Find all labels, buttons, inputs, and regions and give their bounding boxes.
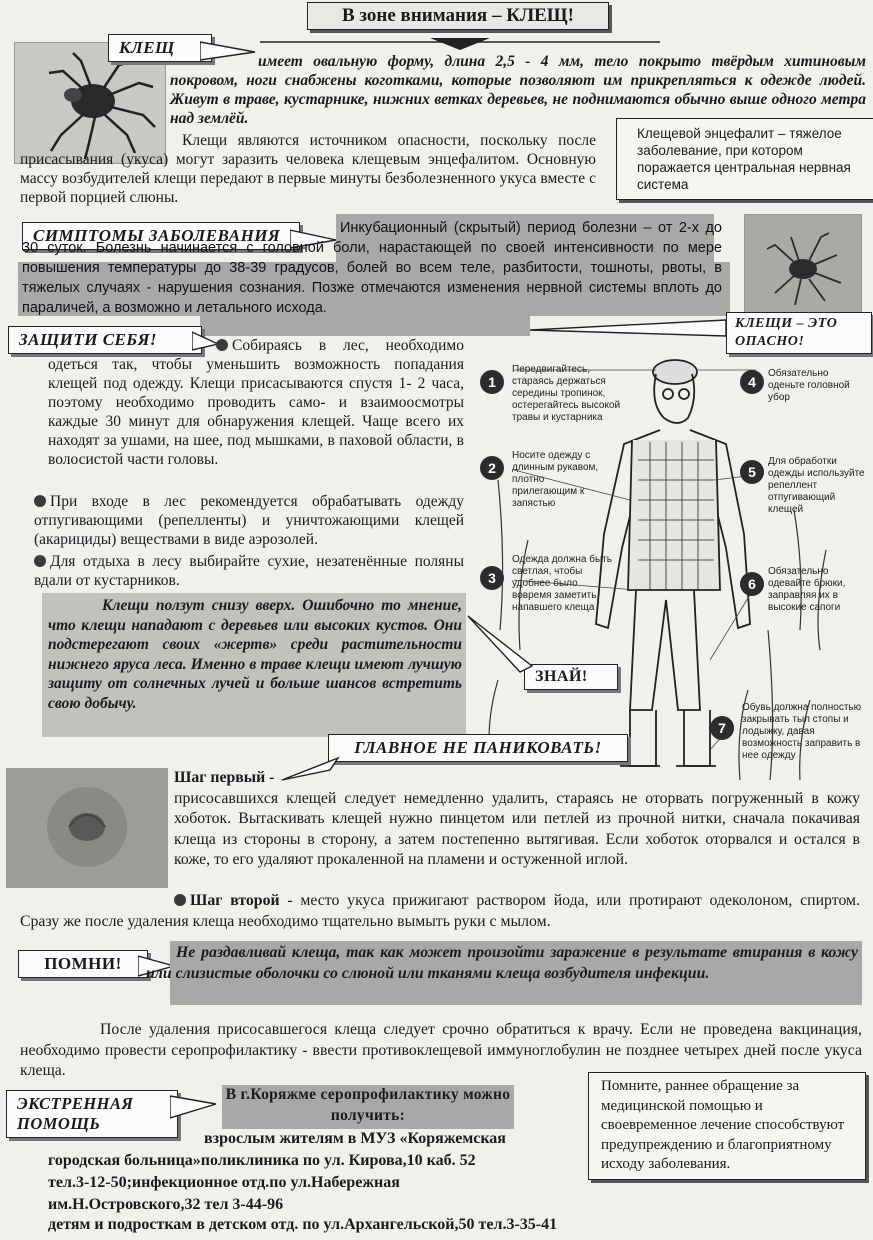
skin-tick-photo	[6, 768, 168, 888]
panic-callout: ГЛАВНОЕ НЕ ПАНИКОВАТЬ!	[328, 734, 628, 762]
tick-description: имеет овальную форму, длина 2,5 - 4 мм, тело покрыто твёрдым хитиновым покровом, ноги снабжены коготками, которые позволяют им прикрепляться к одежде людей. Живут в траве, кустарнике, нижних ветках деревьев, не поднимаются обычно выше одного метра над землёй.	[170, 53, 866, 127]
know-callout: ЗНАЙ!	[524, 664, 618, 690]
emergency-callout: ЭКСТРЕННАЯ ПОМОЩЬ	[6, 1090, 178, 1138]
step-1-text: присосавшихся клещей следует немедленно удалить, стараясь не оторвать погруженный в кожу хоботок. Вытаскивать клещей нужно пинцетом или петлей из прочной нитки, сначала покачивая клеща из стороны в сторону, а затем постепенно вытягивая. Если хоботок оторвался и остался в коже, то его удаляют прокаленной на пламени и остуженной иглой.	[174, 789, 860, 868]
step-2-text: - место укуса прижигают раствором йода, или протирают одеколоном, спиртом. Сразу же после удаления клеща необходимо тщательно вымыть руки с мылом.	[20, 892, 860, 930]
emergency-heading: В г.Коряжме серопрофилактику можно получить:	[225, 1086, 511, 1124]
contact-adults-1: взрослым жителям в МУЗ «Коряжемская	[204, 1130, 506, 1147]
tip-number-6: 6	[740, 572, 764, 596]
tip-number-3: 3	[480, 566, 504, 590]
page-title-banner	[307, 2, 609, 30]
bullet-icon	[174, 894, 186, 906]
step-1	[174, 768, 860, 871]
contact-adults-4: им.Н.Островского,32 тел 3-44-96	[48, 1196, 284, 1213]
symptoms-callout: СИМПТОМЫ ЗАБОЛЕВАНИЯ	[22, 222, 300, 250]
danger-callout: КЛЕЩИ – ЭТО ОПАСНО!	[726, 312, 872, 354]
tick-closeup-photo	[744, 214, 862, 324]
tip-4: Обязательно оденьте головной убор	[768, 368, 850, 403]
title-arrow	[260, 28, 680, 52]
remember-callout: ПОМНИ!	[18, 950, 148, 978]
tip-1: Передвигайтесь, стараясь держаться середины тропинок, остерегайтесь высокой травы и кустарника	[512, 364, 621, 423]
tip-number-7: 7	[710, 716, 734, 740]
contact-adults-2: городская больница»поликлиника по ул. Кирова,10 каб. 52	[48, 1152, 476, 1169]
contact-adults-3: тел.3-12-50;инфекционное отд.по ул.Набережная	[48, 1174, 400, 1191]
tick-danger-text: Клещи являются источником опасности, поскольку после присасывания (укуса) могут заразить человека клещевым энцефалитом. Основную массу возбудителей клещи передают в первые минуты безболезненного укуса вместе с первой порцией слюны.	[20, 132, 596, 206]
tip-number-5: 5	[740, 460, 764, 484]
bullet-icon	[34, 495, 46, 507]
protect-bullet-2: При входе в лес рекомендуется обрабатывать одежду отпугивающими (репелленты) и уничтожающими клещей (акарициды) веществами в виде аэрозолей.	[34, 493, 464, 548]
step-2	[20, 891, 860, 932]
tip-3: Одежда должна быть светлая, чтобы удобнее было вовремя заметить напавшего клеща	[512, 554, 612, 613]
page-title: В зоне внимания – КЛЕЩ!	[341, 5, 575, 26]
encephalitis-box: Клещевой энцефалит – тяжелое заболевание, при котором поражается центральная нервная система	[616, 118, 873, 200]
tip-number-1: 1	[480, 370, 504, 394]
protect-callout: ЗАЩИТИ СЕБЯ!	[8, 326, 202, 354]
symptoms-text: Инкубационный (скрытый) период болезни – от 2-х до 30 суток. Болезнь начинается с головной боли, нарастающей по своей интенсивности по мере повышения температуры до 38-39 градусов, болей во всем теле, разбитости, тошноты, рвоты, в тяжелых случаях - нарушения сознания. Позже отмечаются изменения нервной системы вплоть до параличей, а возможно и летального исхода.	[22, 220, 722, 316]
tick-callout: КЛЕЩ	[108, 34, 212, 62]
tip-7: Обувь должна полностью закрывать тыл стопы и лодыжку, давая возможность заправить в нее одежду	[742, 702, 862, 761]
remember-text: Не раздавливай клеща, так как может произойти заражение в результате втирания в кожу или слизистые оболочки со слюной или тканями клеща возбудителя инфекции.	[146, 944, 858, 982]
early-treatment-box: Помните, раннее обращение за медицинской помощью и своевременное лечение способствуют предупреждению и благоприятному исходу заболевания.	[588, 1072, 866, 1180]
tip-number-4: 4	[740, 370, 764, 394]
protect-bullet-1: Собираясь в лес, необходимо одеться так, чтобы уменьшить возможность попадания клещей под одежду. Клещи присасываются спустя 1- 2 часа, поэтому необходимо проводить само- и взаимоосмотры каждые 30 минут для обнаружения клещей. Чаще всего их находят за ушами, на шее, под мышками, в паховой области, в волосистой части головы.	[48, 337, 464, 468]
skin-tick-image	[7, 769, 167, 887]
bullet-icon	[216, 339, 228, 351]
step-2-title: Шаг второй	[190, 892, 280, 909]
tip-6: Обязательно одевайте брюки, заправляя их в высокие сапоги	[768, 566, 846, 613]
emergency-callout-pointer	[170, 1094, 220, 1122]
step-1-title: Шаг первый -	[174, 769, 275, 786]
doctor-text: После удаления присосавшегося клеща следует срочно обратиться к врачу. Если не проведена вакцинация, необходимо провести серопрофилактику - ввести противоклещевой иммуноглобулин не позднее четырех дней после укуса клеща.	[20, 1021, 862, 1079]
know-text: Клещи ползут снизу вверх. Ошибочно то мнение, что клещи нападают с деревьев или высоких кустов. Они подстерегают своих «жертв» среди растительности нижнего яруса леса. Именно в траве клещи имеют лучшую защиту от солнечных лучей и больше шансов встретить свою добычу.	[48, 597, 462, 712]
contact-children: детям и подросткам в детском отд. по ул.Архангельской,50 тел.3-35-41	[48, 1216, 558, 1233]
tip-5: Для обработки одежды используйте репеллент отпугивающий клещей	[768, 456, 865, 515]
tip-2: Носите одежду с длинным рукавом, плотно прилегающим к запястью	[512, 450, 599, 509]
tip-number-2: 2	[480, 456, 504, 480]
tick-closeup-image	[745, 215, 861, 323]
bullet-icon	[34, 555, 46, 567]
protect-bullet-3: Для отдыха в лесу выбирайте сухие, незатенённые поляны вдали от кустарников.	[34, 553, 464, 589]
